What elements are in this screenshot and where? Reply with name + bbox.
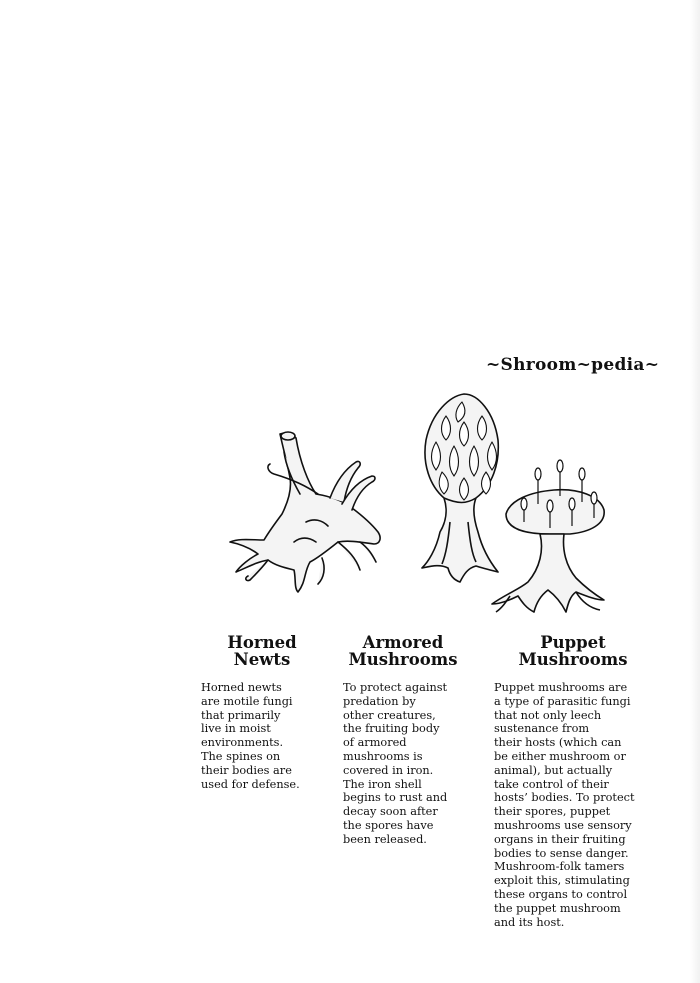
entry-heading-horned-newts: Horned Newts bbox=[227, 633, 297, 669]
entry-heading-puppet-mushrooms: Puppet Mushrooms bbox=[518, 633, 628, 669]
entry-body-armored-mushrooms: To protect against predation by other creatures, the fruiting body of armored mushrooms is covered in iron. The iron shell begins to rust and decay soon after the spores have been released. bbox=[343, 681, 448, 846]
puppet-mushroom-drawing bbox=[492, 460, 604, 612]
entry-heading-armored-mushrooms: Armored Mushrooms bbox=[348, 633, 458, 669]
page-title: ~Shroom~pedia~ bbox=[486, 355, 660, 375]
armored-mushroom-drawing bbox=[422, 394, 498, 582]
page-edge-shadow bbox=[690, 0, 700, 983]
horned-newt-drawing bbox=[230, 432, 380, 592]
fungi-illustration bbox=[210, 382, 650, 622]
entry-body-puppet-mushrooms: Puppet mushrooms are a type of parasitic fungi that not only leech sustenance from their hosts (which can be either mushroom or animal), but actually take control of their hosts’ bodies. To protect their spores, puppet mushrooms use sensory organs in their fruiting bodies to sense danger. Mushroom-folk tamers exploit this, stimulating these organs to control the puppet mushroom and its host. bbox=[494, 681, 635, 929]
entry-body-horned-newts: Horned newts are motile fungi that primarily live in moist environments. The spines on their bodies are used for defense. bbox=[201, 681, 300, 791]
